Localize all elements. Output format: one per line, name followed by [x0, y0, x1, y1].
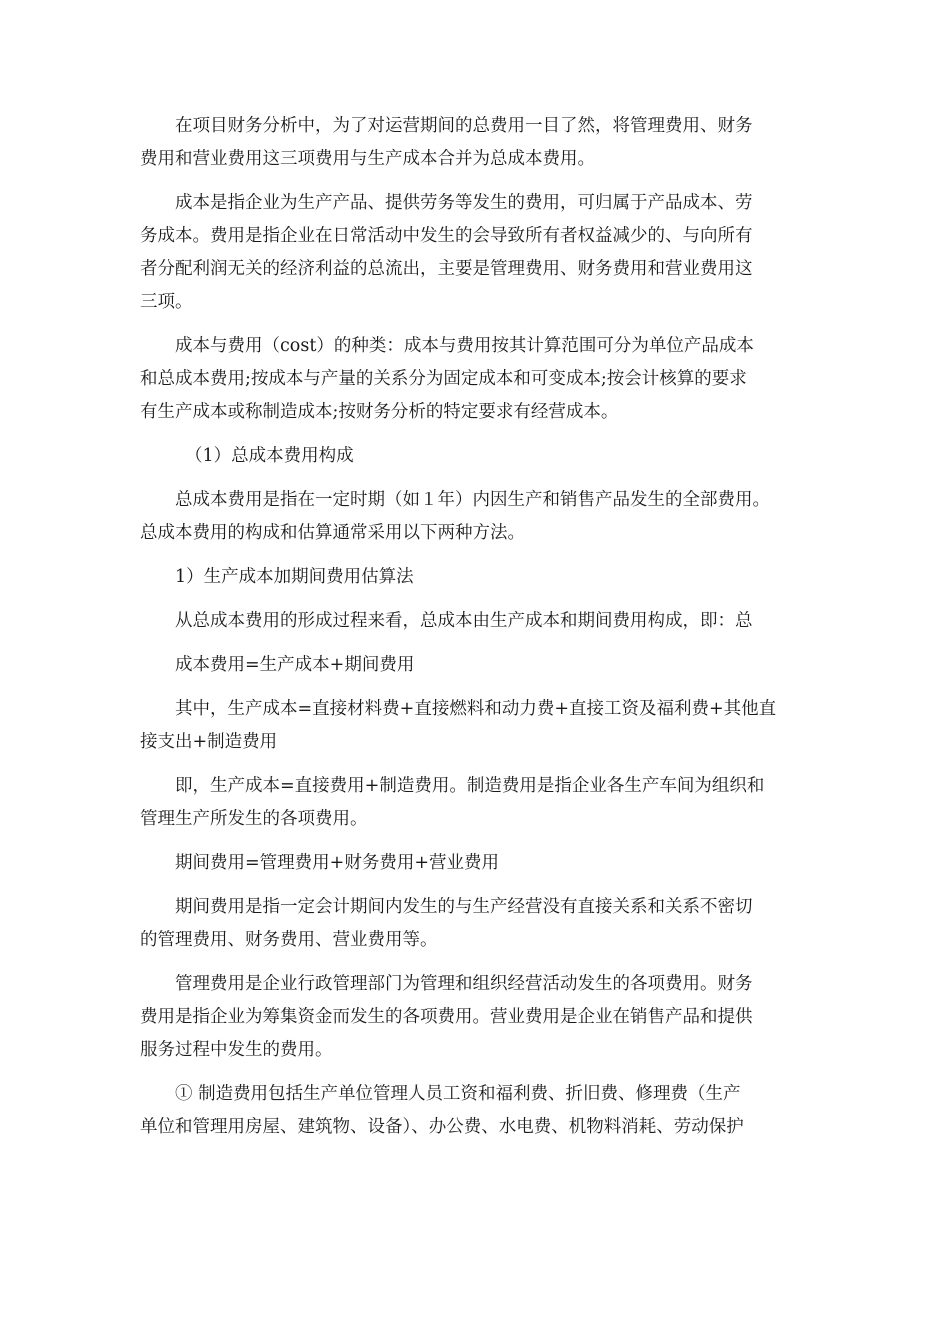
formula-text: 成本费用=生产成本+期间费用 [175, 655, 415, 675]
paragraph-formation-process [140, 605, 812, 638]
document-body [140, 110, 812, 1155]
subsection-heading-text: 1）生产成本加期间费用估算法 [175, 567, 414, 587]
text-line: 和总成本费用;按成本与产量的关系分为固定成本和可变成本;按会计核算的要求 [140, 369, 747, 389]
text-line: 总成本费用是指在一定时期（如１年）内因生产和销售产品发生的全部费用。 [175, 490, 770, 510]
text-line: 务成本。费用是指企业在日常活动中发生的会导致所有者权益减少的、与向所有 [140, 226, 753, 246]
section-heading [140, 440, 812, 473]
paragraph-total-cost-intro [140, 110, 812, 176]
section-heading-text: （1）总成本费用构成 [185, 446, 354, 466]
text-line: 的管理费用、财务费用、营业费用等。 [140, 930, 438, 950]
text-line: 期间费用是指一定会计期间内发生的与生产经营没有直接关系和关系不密切 [175, 897, 753, 917]
text-line: 接支出+制造费用 [140, 732, 278, 752]
paragraph-manufacturing-cost [140, 770, 812, 836]
paragraph-production-cost [140, 693, 812, 759]
paragraph-period-cost-definition [140, 891, 812, 957]
text-line: 者分配利润无关的经济利益的总流出，主要是管理费用、财务费用和营业费用这 [140, 259, 753, 279]
formula-total-cost [140, 649, 812, 682]
text-line: 从总成本费用的形成过程来看，总成本由生产成本和期间费用构成，即：总 [175, 611, 753, 631]
text-line: ① 制造费用包括生产单位管理人员工资和福利费、折旧费、修理费（生产 [175, 1084, 741, 1104]
text-line: 成本是指企业为生产产品、提供劳务等发生的费用，可归属于产品成本、劳 [175, 193, 753, 213]
text-line: 单位和管理用房屋、建筑物、设备）、办公费、水电费、机物料消耗、劳动保护 [140, 1117, 744, 1137]
text-line: 总成本费用的构成和估算通常采用以下两种方法。 [140, 523, 525, 543]
text-line: 管理费用是企业行政管理部门为管理和组织经营活动发生的各项费用。财务 [175, 974, 753, 994]
text-line: 其中，生产成本=直接材料费+直接燃料和动力费+直接工资及福利费+其他直 [175, 699, 777, 719]
paragraph-cost-definition [140, 187, 812, 319]
text-line: 三项。 [140, 292, 193, 312]
text-line: 管理生产所发生的各项费用。 [140, 809, 368, 829]
text-line: 服务过程中发生的费用。 [140, 1040, 333, 1060]
paragraph-management-cost [140, 968, 812, 1067]
text-line: 即，生产成本=直接费用+制造费用。制造费用是指企业各生产车间为组织和 [175, 776, 765, 796]
text-line: 费用和营业费用这三项费用与生产成本合并为总成本费用。 [140, 149, 595, 169]
formula-period-cost [140, 847, 812, 880]
text-line: 有生产成本或称制造成本;按财务分析的特定要求有经营成本。 [140, 402, 619, 422]
text-line: 费用是指企业为筹集资金而发生的各项费用。营业费用是企业在销售产品和提供 [140, 1007, 753, 1027]
list-item-manufacturing-cost [140, 1078, 812, 1144]
text-line: 在项目财务分析中，为了对运营期间的总费用一目了然，将管理费用、财务 [175, 116, 753, 136]
paragraph-cost-types [140, 330, 812, 429]
paragraph-total-cost-definition [140, 484, 812, 550]
text-line: 成本与费用（cost）的种类：成本与费用按其计算范围可分为单位产品成本 [175, 336, 754, 356]
formula-text: 期间费用=管理费用+财务费用+营业费用 [175, 853, 499, 873]
subsection-heading [140, 561, 812, 594]
